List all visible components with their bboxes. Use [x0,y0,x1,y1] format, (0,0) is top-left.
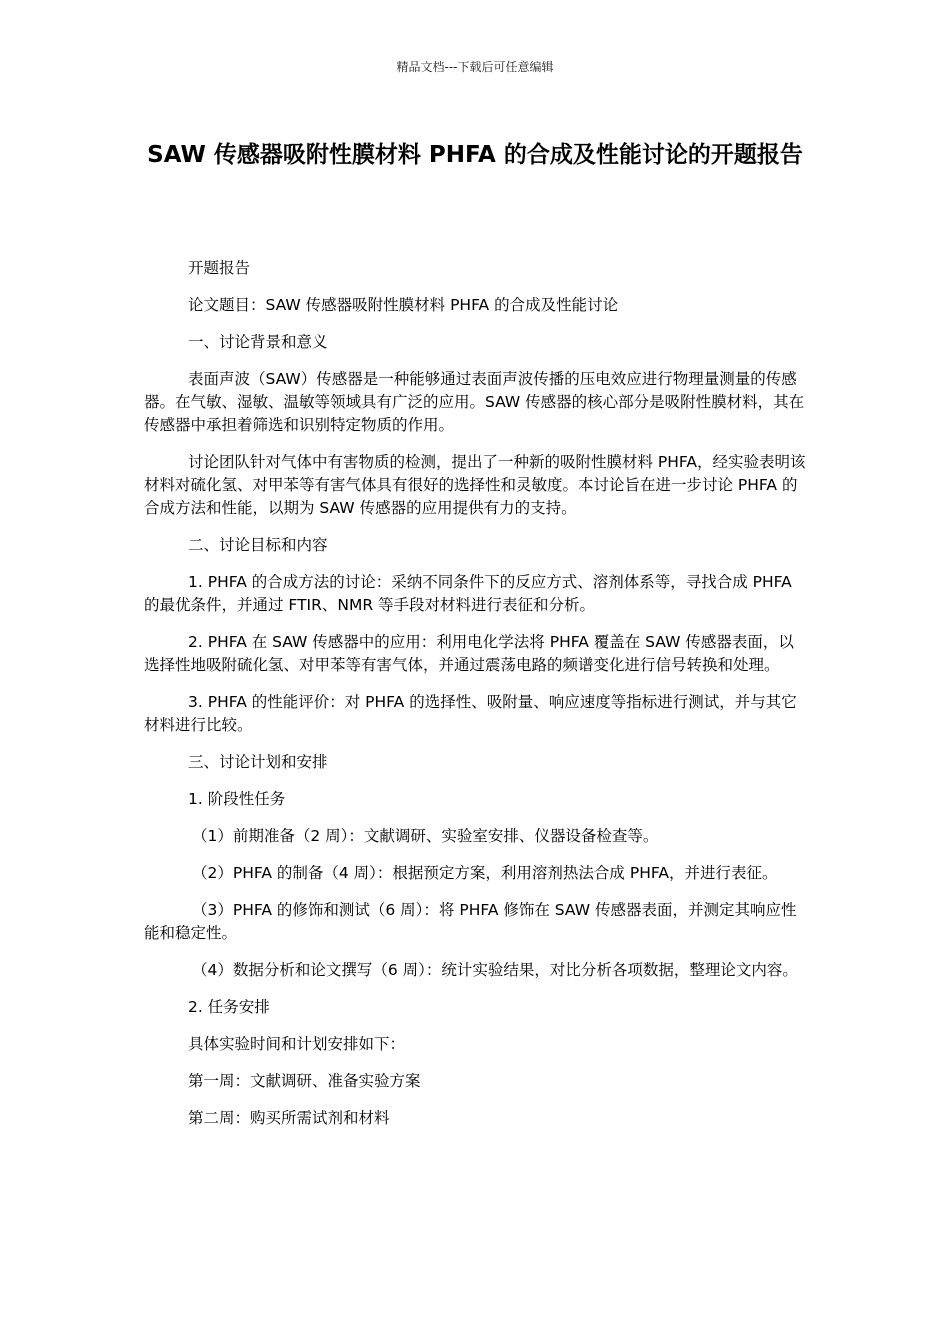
section-heading: 二、讨论目标和内容 [188,536,328,554]
section-label: 开题报告 [188,259,251,277]
thesis-title-line: 论文题目：SAW 传感器吸附性膜材料 PHFA 的合成及性能讨论 [188,296,619,314]
list-item: （1）前期准备（2 周）：文献调研、实验室安排、仪器设备检查等。 [192,827,659,845]
list-item: （4）数据分析和论文撰写（6 周）：统计实验结果，对比分析各项数据，整理论文内容。 [192,961,798,979]
list-item: （3）PHFA 的修饰和测试（6 周）：将 PHFA 修饰在 SAW 传感器表面，并测定其响应性能和稳定性。 [144,901,797,942]
section-heading: 三、讨论计划和安排 [188,753,328,771]
page-header-note: 精品文档---下载后可任意编辑 [396,60,554,74]
paragraph: 具体实验时间和计划安排如下： [188,1035,406,1053]
schedule-item: 第二周：购买所需试剂和材料 [188,1109,390,1127]
list-item: （2）PHFA 的制备（4 周）：根据预定方案，利用溶剂热法合成 PHFA，并进行表征。 [192,864,778,882]
document-title: SAW 传感器吸附性膜材料 PHFA 的合成及性能讨论的开题报告 [147,142,803,168]
list-item: 1. PHFA 的合成方法的讨论：采纳不同条件下的反应方式、溶剂体系等，寻找合成 PHFA 的最优条件，并通过 FTIR、NMR 等手段对材料进行表征和分析。 [144,573,792,614]
document-body [144,257,808,1144]
section-heading: 一、讨论背景和意义 [188,333,328,351]
paragraph: 表面声波（SAW）传感器是一种能够通过表面声波传播的压电效应进行物理量测量的传感器。在气敏、湿敏、温敏等领域具有广泛的应用。SAW 传感器的核心部分是吸附性膜材料，其在传感器中承担着筛选和识别特定物质的作用。 [144,370,805,434]
list-item: 3. PHFA 的性能评价：对 PHFA 的选择性、吸附量、响应速度等指标进行测试，并与其它材料进行比较。 [144,693,797,734]
sub-heading: 2. 任务安排 [188,998,270,1016]
sub-heading: 1. 阶段性任务 [188,790,286,808]
list-item: 2. PHFA 在 SAW 传感器中的应用：利用电化学法将 PHFA 覆盖在 SAW 传感器表面，以选择性地吸附硫化氢、对甲苯等有害气体，并通过震荡电路的频谱变化进行信号转换和处理。 [144,633,794,674]
paragraph: 讨论团队针对气体中有害物质的检测，提出了一种新的吸附性膜材料 PHFA，经实验表明该材料对硫化氢、对甲苯等有害气体具有很好的选择性和灵敏度。本讨论旨在进一步讨论 PHFA 的合成方法和性能，以期为 SAW 传感器的应用提供有力的支持。 [144,453,806,517]
schedule-item: 第一周：文献调研、准备实验方案 [188,1072,421,1090]
